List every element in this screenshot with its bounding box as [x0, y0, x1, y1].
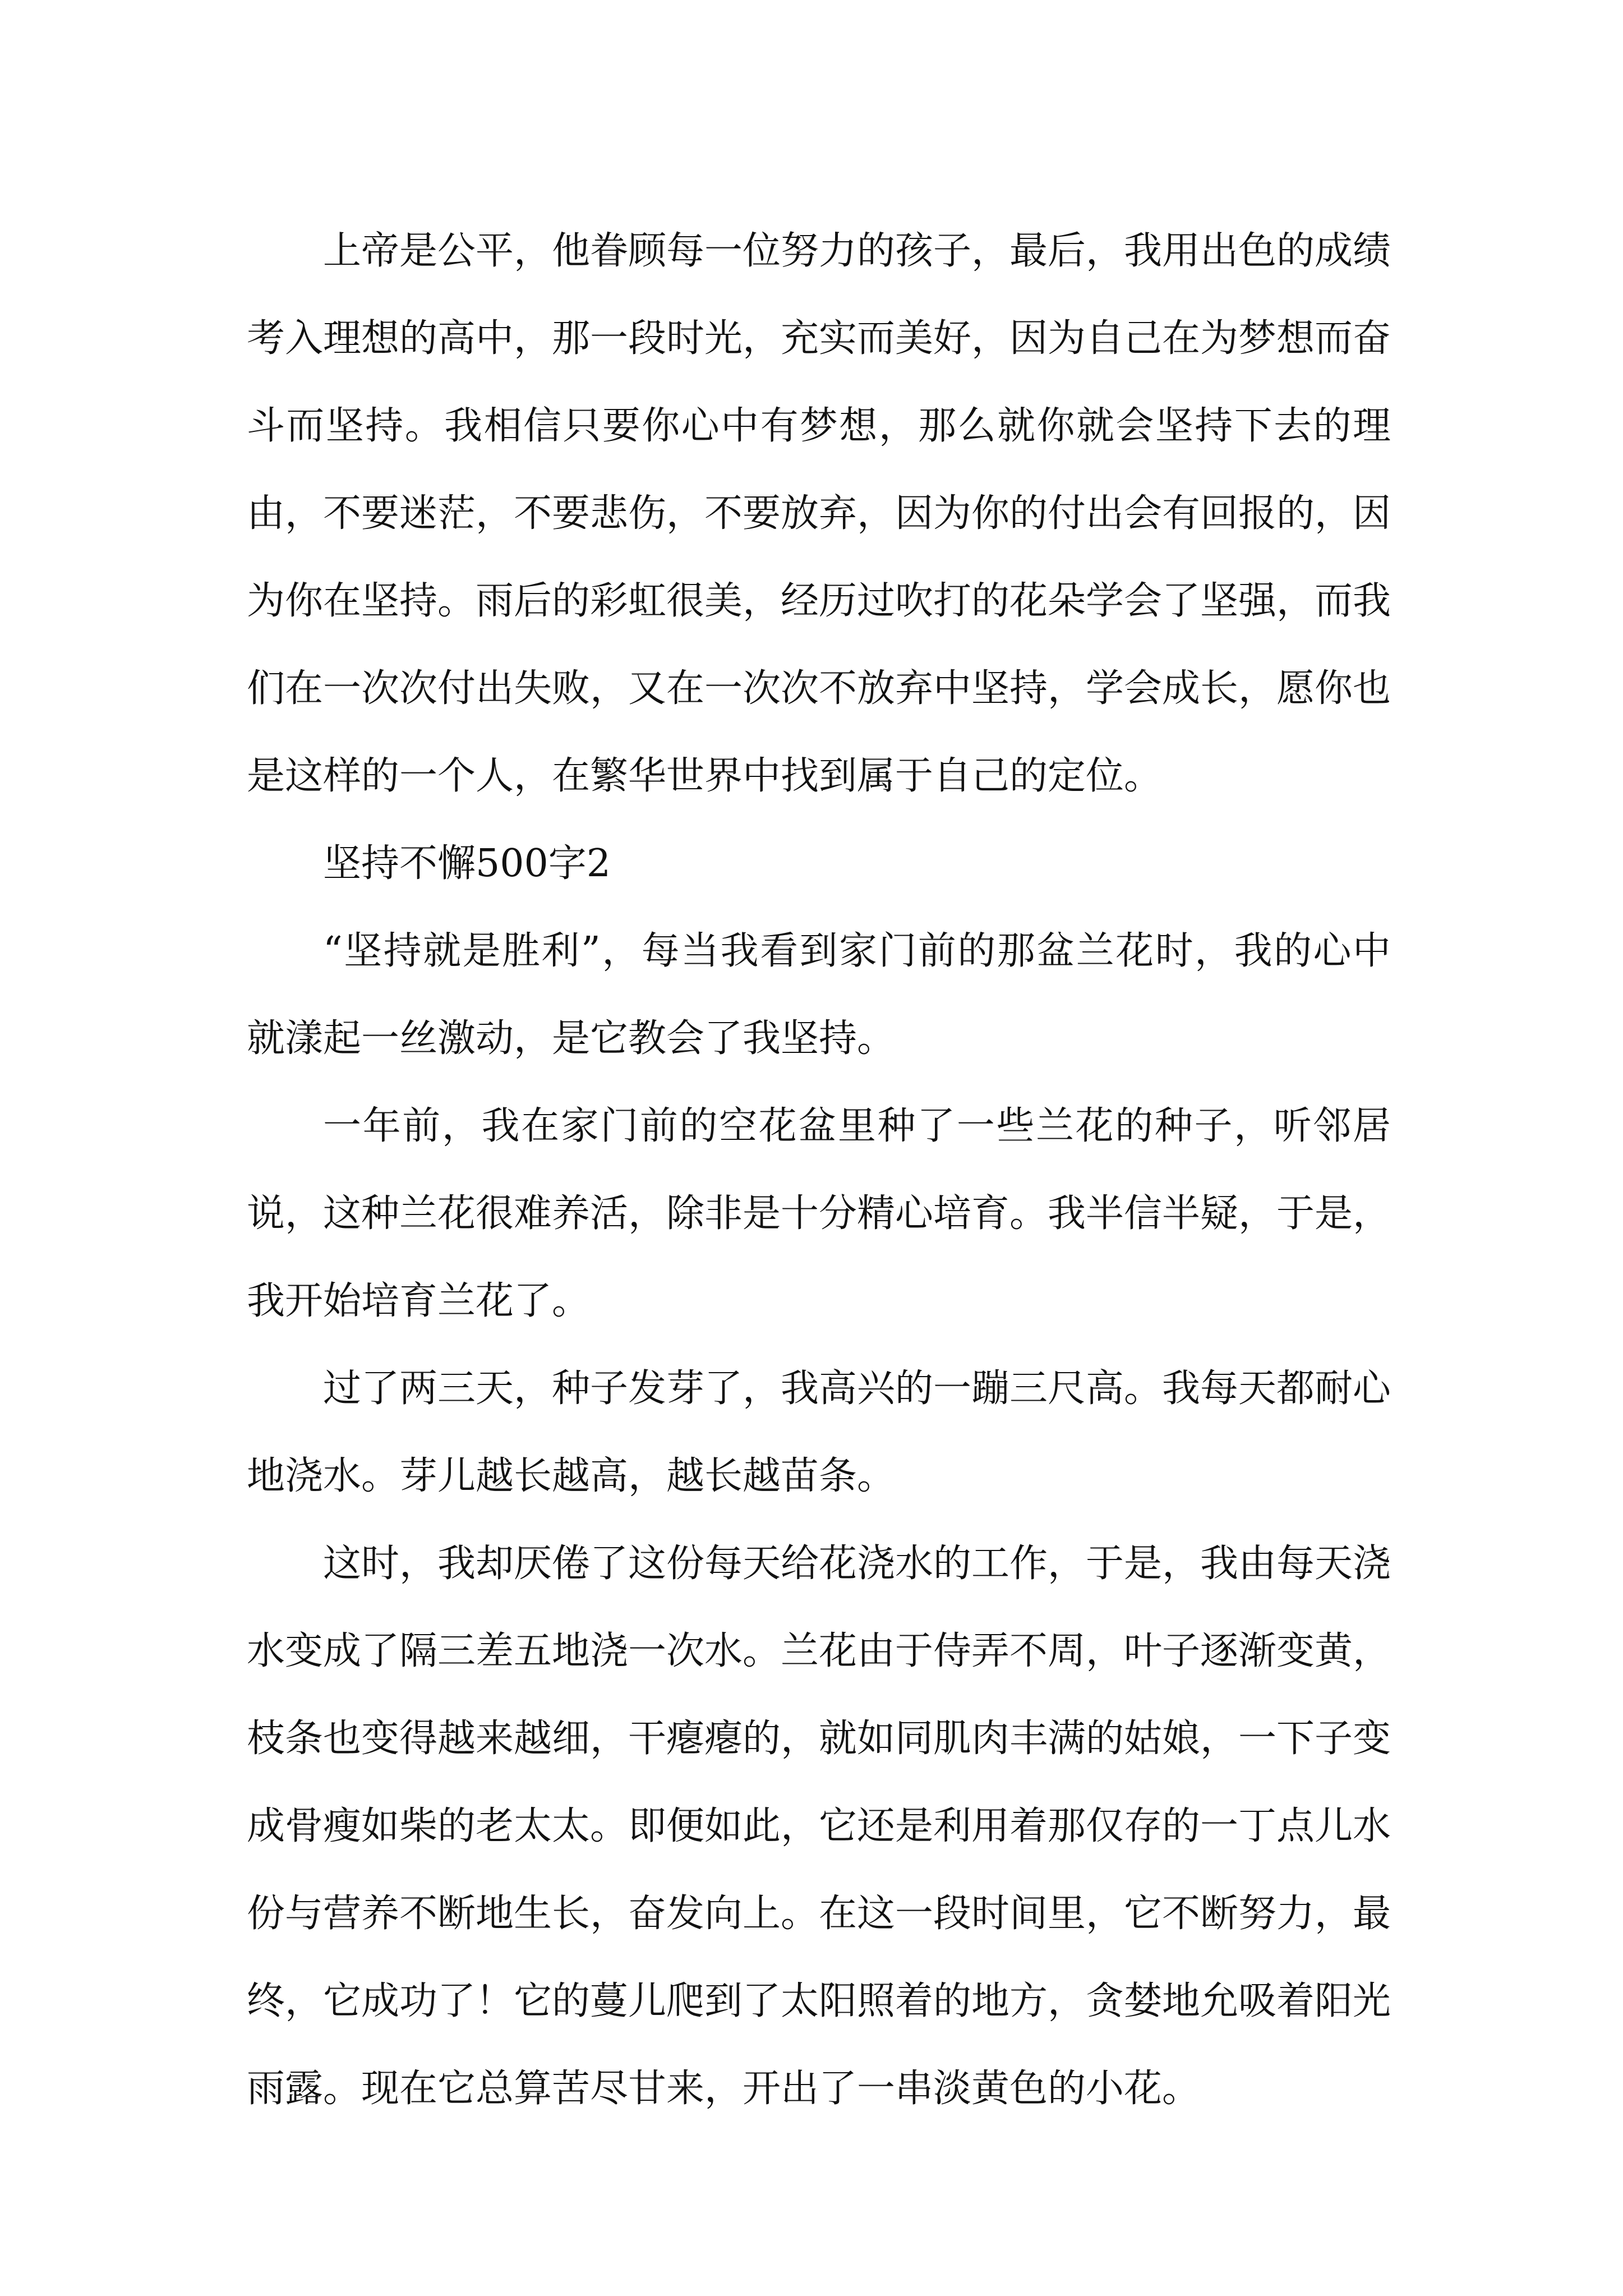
paragraph-4: 过了两三天，种子发芽了，我高兴的一蹦三尺高。我每天都耐心地浇水。芽儿越长越高，越长越苗条。: [247, 1366, 1391, 1498]
paragraph-1: 上帝是公平，他眷顾每一位努力的孩子，最后，我用出色的成绩考入理想的高中，那一段时光，充实而美好，因为自己在为梦想而奋斗而坚持。我相信只要你心中有梦想，那么就你就会坚持下去的理由，不要迷茫，不要悲伤，不要放弃，因为你的付出会有回报的，因为你在坚持。雨后的彩虹很美，经历过吹打的花朵学会了坚强，而我们在一次次付出失败，又在一次次不放弃中坚持，学会成长，愿你也是这样的一个人，在繁华世界中找到属于自己的定位。: [247, 229, 1391, 798]
paragraph-2: “坚持就是胜利”，每当我看到家门前的那盆兰花时，我的心中就漾起一丝激动，是它教会了我坚持。: [247, 929, 1391, 1061]
section-heading: 坚持不懈500字2: [323, 841, 611, 886]
paragraph-3: 一年前，我在家门前的空花盆里种了一些兰花的种子，听邻居说，这种兰花很难养活，除非是十分精心培育。我半信半疑，于是，我开始培育兰花了。: [247, 1104, 1391, 1323]
paragraph-5: 这时，我却厌倦了这份每天给花浇水的工作，于是，我由每天浇水变成了隔三差五地浇一次水。兰花由于侍弄不周，叶子逐渐变黄，枝条也变得越来越细，干瘪瘪的，就如同肌肉丰满的姑娘，一下子变成骨瘦如柴的老太太。即便如此，它还是利用着那仅存的一丁点儿水份与营养不断地生长，奋发向上。在这一段时间里，它不断努力，最终，它成功了！它的蔓儿爬到了太阳照着的地方，贪婪地允吸着阳光雨露。现在它总算苦尽甘来，开出了一串淡黄色的小花。: [247, 1542, 1391, 2111]
document-body: [247, 208, 1391, 2133]
